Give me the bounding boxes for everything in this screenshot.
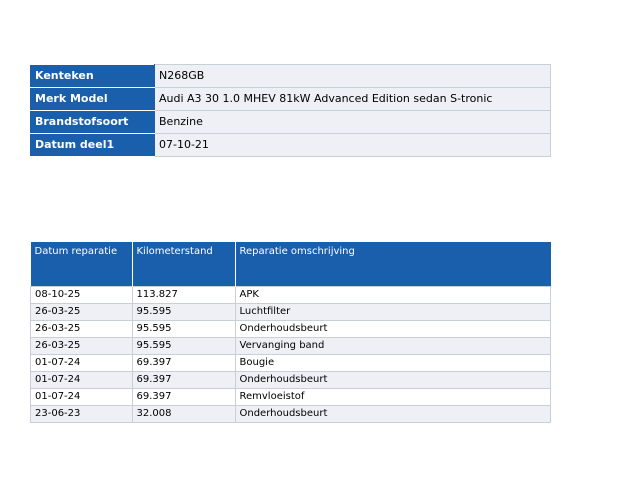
info-row-kenteken [31, 65, 551, 88]
repair-date: 26-03-25 [31, 321, 133, 338]
value-brandstofsoort: Benzine [155, 111, 551, 134]
table-row [31, 406, 551, 423]
info-row-merk-model [31, 88, 551, 111]
repair-km: 69.397 [132, 389, 235, 406]
repair-desc: Onderhoudsbeurt [235, 321, 551, 338]
repair-desc: Onderhoudsbeurt [235, 372, 551, 389]
table-row [31, 304, 551, 321]
table-row [31, 287, 551, 304]
repair-desc: Vervanging band [235, 338, 551, 355]
info-row-datum-deel1 [31, 134, 551, 157]
repair-km: 95.595 [132, 321, 235, 338]
repair-desc: Remvloeistof [235, 389, 551, 406]
repair-km: 69.397 [132, 372, 235, 389]
repair-desc: Onderhoudsbeurt [235, 406, 551, 423]
repair-date: 01-07-24 [31, 389, 133, 406]
repair-header-row [31, 242, 551, 287]
repair-km: 69.397 [132, 355, 235, 372]
repair-date: 26-03-25 [31, 304, 133, 321]
repair-km: 113.827 [132, 287, 235, 304]
table-row [31, 338, 551, 355]
repair-history-table [30, 242, 551, 423]
label-brandstofsoort: Brandstofsoort [31, 111, 155, 134]
label-datum-deel1: Datum deel1 [31, 134, 155, 157]
table-row [31, 355, 551, 372]
value-datum-deel1: 07-10-21 [155, 134, 551, 157]
repair-km: 32.008 [132, 406, 235, 423]
repair-desc: Luchtfilter [235, 304, 551, 321]
value-merk-model: Audi A3 30 1.0 MHEV 81kW Advanced Edition sedan S-tronic [155, 88, 551, 111]
repair-desc: Bougie [235, 355, 551, 372]
repair-date: 23-06-23 [31, 406, 133, 423]
value-kenteken: N268GB [155, 65, 551, 88]
header-datum-reparatie: Datum reparatie [31, 242, 133, 287]
repair-km: 95.595 [132, 304, 235, 321]
header-kilometerstand: Kilometerstand [132, 242, 235, 287]
table-row [31, 372, 551, 389]
repair-date: 01-07-24 [31, 355, 133, 372]
repair-desc: APK [235, 287, 551, 304]
table-row [31, 389, 551, 406]
info-row-brandstofsoort [31, 111, 551, 134]
table-row [31, 321, 551, 338]
repair-km: 95.595 [132, 338, 235, 355]
vehicle-info-table [30, 64, 551, 157]
header-reparatie-omschrijving: Reparatie omschrijving [235, 242, 551, 287]
repair-date: 26-03-25 [31, 338, 133, 355]
repair-date: 08-10-25 [31, 287, 133, 304]
repair-date: 01-07-24 [31, 372, 133, 389]
label-kenteken: Kenteken [31, 65, 155, 88]
label-merk-model: Merk Model [31, 88, 155, 111]
